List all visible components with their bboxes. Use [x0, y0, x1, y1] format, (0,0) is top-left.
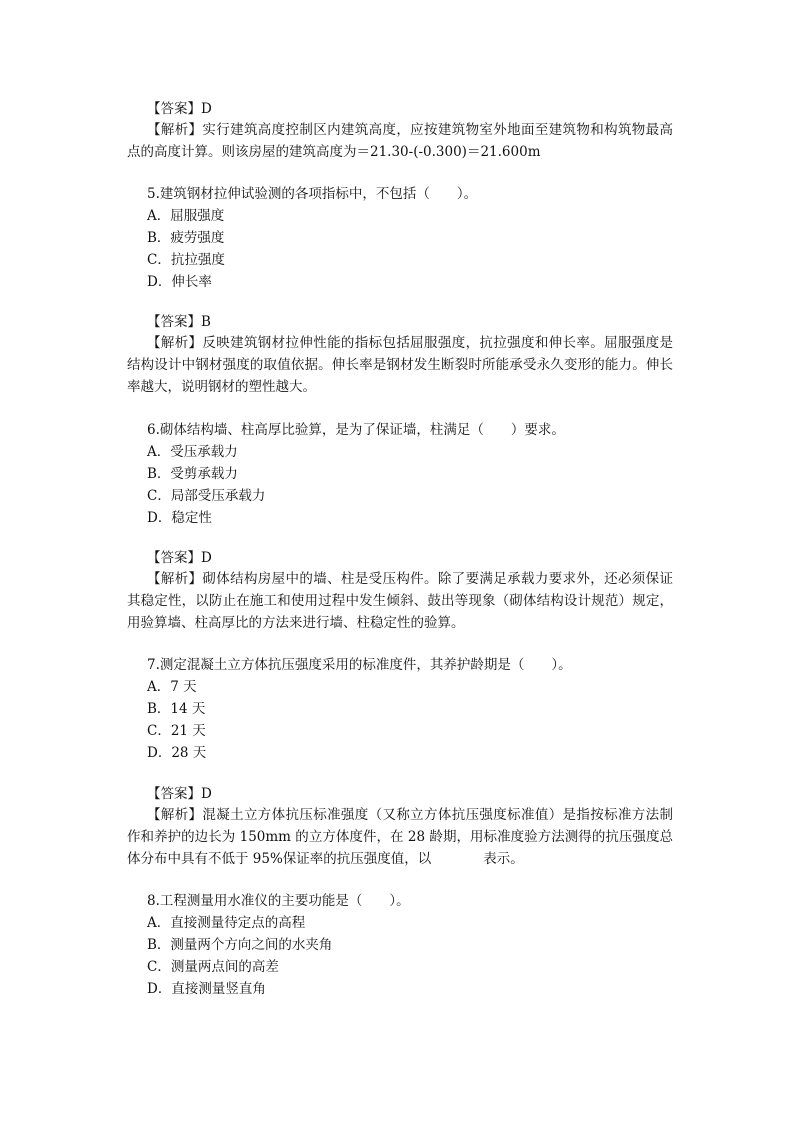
answer-line: 【答案】B: [147, 314, 211, 330]
option-d: D．直接测量竖直角: [147, 981, 266, 997]
option-b: B．14 天: [147, 701, 206, 717]
question-7: 7.测定混凝土立方体抗压强度采用的标准度件，其养护龄期是（ ）。: [147, 657, 572, 673]
option-c: C．21 天: [147, 723, 206, 739]
analysis-paragraph: [127, 804, 673, 870]
option-a: A．7 天: [147, 679, 197, 695]
analysis-text-end: 表示。: [483, 851, 524, 867]
analysis-paragraph: 【解析】实行建筑高度控制区内建筑高度，应按建筑物室外地面至建筑物和构筑物最高点的高度计算。则该房屋的建筑高度为＝21.30-(-0.300)＝21.600m: [127, 122, 673, 160]
option-a: A．直接测量待定点的高程: [147, 915, 306, 931]
question-5: 5.建筑钢材拉伸试验测的各项指标中，不包括（ ）。: [147, 186, 478, 202]
option-a: A．屈服强度: [147, 208, 225, 224]
question-8: 8.工程测量用水准仪的主要功能是（ ）。: [147, 893, 410, 909]
option-a: A．受压承载力: [147, 444, 238, 460]
option-c: C．测量两点间的高差: [147, 959, 279, 975]
answer-line: 【答案】D: [147, 786, 212, 802]
question-6: 6.砌体结构墙、柱高厚比验算，是为了保证墙，柱满足（ ）要求。: [147, 422, 565, 438]
analysis-paragraph: 【解析】反映建筑钢材拉伸性能的指标包括屈服强度，抗拉强度和伸长率。屈服强度是结构设计中钢材强度的取值依据。伸长率是钢材发生断裂时所能承受永久变形的能力。伸长率越大，说明钢材的塑性越大。: [127, 335, 673, 395]
option-c: C．抗拉强度: [147, 252, 225, 268]
option-c: C．局部受压承载力: [147, 488, 266, 504]
analysis-paragraph: 【解析】砌体结构房屋中的墙、柱是受压构件。除了要满足承载力要求外，还必须保证其稳定性，以防止在施工和使用过程中发生倾斜、鼓出等现象（砌体结构设计规范）规定，用验算墙、柱高厚比的方法来进行墙、柱稳定性的验算。: [127, 571, 673, 631]
option-b: B．测量两个方向之间的水夹角: [147, 937, 333, 953]
option-d: D．28 天: [147, 745, 207, 761]
option-d: D．稳定性: [147, 510, 212, 526]
option-b: B．受剪承载力: [147, 466, 238, 482]
answer-line: 【答案】D: [147, 550, 212, 566]
analysis-text: 【解析】混凝土立方体抗压标准强度（又称立方体抗压强度标准值）是指按标准方法制作和养护的边长为 150mm 的立方体度件，在 28 龄期，用标准度验方法测得的抗压强度总体分布中具有不低于 95%保证率的抗压强度值，以: [127, 807, 673, 867]
option-b: B．疲劳强度: [147, 230, 225, 246]
answer-line: 【答案】D: [147, 101, 212, 117]
option-d: D．伸长率: [147, 274, 212, 290]
